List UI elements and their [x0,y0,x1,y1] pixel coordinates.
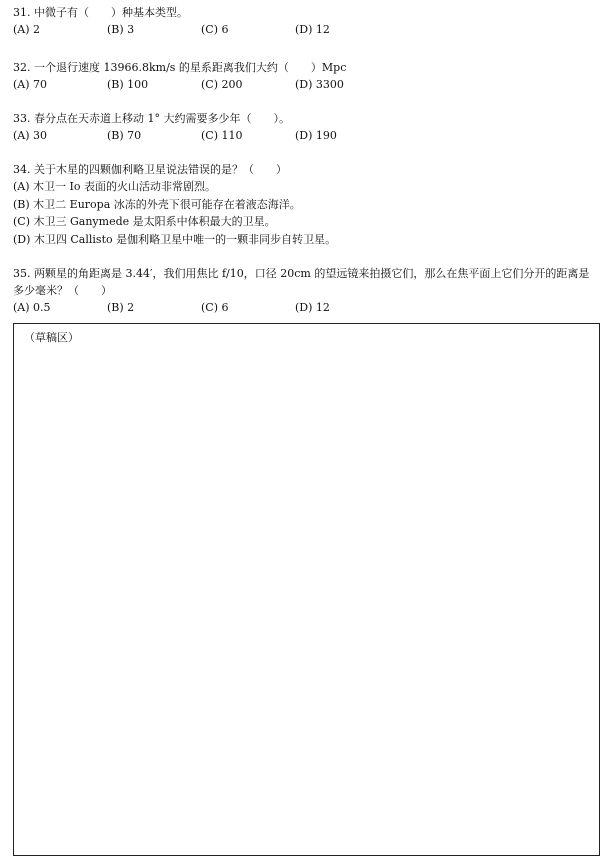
question-32-option-a: (A) 70 [13,78,48,91]
question-31-option-b: (B) 3 [107,23,135,36]
question-35-option-a: (A) 0.5 [13,301,51,314]
question-34-option-a: (A) 木卫一 Io 表面的火山活动非常剧烈。 [13,180,216,193]
question-34-option-b: (B) 木卫二 Europa 冰冻的外壳下很可能存在着液态海洋。 [13,197,301,211]
question-33-options [13,127,598,144]
question-35-option-c: (C) 6 [201,301,229,314]
question-35-options [13,299,598,316]
question-33 [13,110,598,144]
question-32-option-b: (B) 100 [107,78,149,91]
question-31 [13,4,598,38]
question-31-option-a: (A) 2 [13,23,41,36]
question-33-stem: 33. 春分点在天赤道上移动 1° 大约需要多少年（ ）。 [13,112,290,125]
question-32-options [13,76,598,93]
question-33-option-d: (D) 190 [295,129,337,142]
question-34-stem: 34. 关于木星的四颗伽利略卫星说法错误的是？（ ） [13,163,287,176]
scratch-area-label: （草稿区） [24,331,79,344]
question-32-option-d: (D) 3300 [295,78,344,91]
question-32-option-c: (C) 200 [201,78,243,91]
question-32-stem: 32. 一个退行速度 13966.8km/s 的星系距离我们大约（ ）Mpc [13,61,347,74]
question-35-option-b: (B) 2 [107,301,135,314]
question-31-option-d: (D) 12 [295,23,330,36]
question-32 [13,59,598,93]
question-34 [13,161,598,248]
question-35 [13,265,598,316]
question-33-option-c: (C) 110 [201,129,243,142]
question-31-option-c: (C) 6 [201,23,229,36]
question-33-option-a: (A) 30 [13,129,48,142]
question-34-option-d: (D) 木卫四 Callisto 是伽利略卫星中唯一的一颗非同步自转卫星。 [13,232,337,246]
question-33-option-b: (B) 70 [107,129,142,142]
question-35-option-d: (D) 12 [295,301,330,314]
question-31-options [13,21,598,38]
question-34-option-c: (C) 木卫三 Ganymede 是太阳系中体积最大的卫星。 [13,215,276,228]
question-35-stem: 35. 两颗星的角距离是 3.44′，我们用焦比 f/10，口径 20cm 的望远镜来拍摄它们，那么在焦平面上它们分开的距离是多少毫米？（ ） [13,267,590,297]
question-31-stem: 31. 中微子有（ ）种基本类型。 [13,6,188,19]
scratch-area [13,323,600,856]
